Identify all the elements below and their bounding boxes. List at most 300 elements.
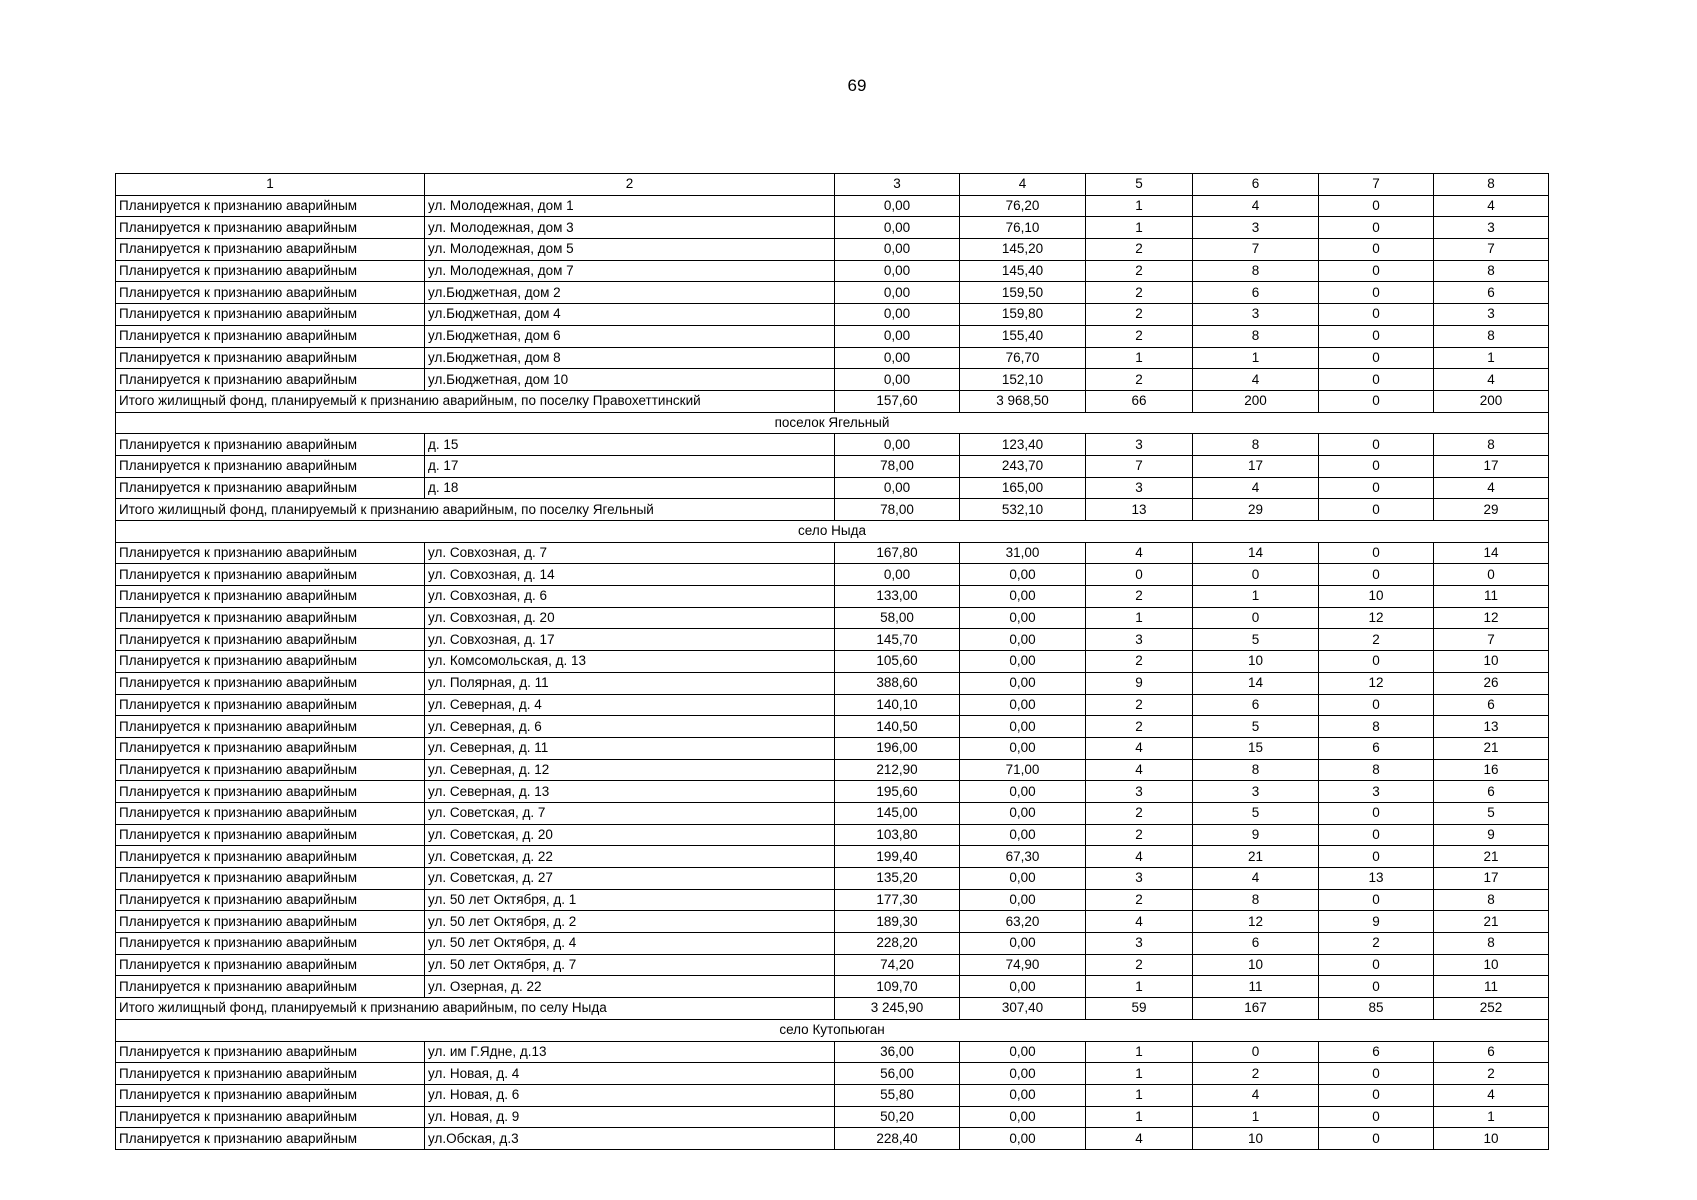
value-cell: 177,30 <box>835 889 960 911</box>
column-header: 6 <box>1193 174 1319 196</box>
value-cell: 0 <box>1193 564 1319 586</box>
value-cell: 152,10 <box>960 369 1086 391</box>
table-body <box>116 195 1549 1149</box>
value-cell: 0 <box>1319 282 1434 304</box>
value-cell: 11 <box>1434 586 1549 608</box>
value-cell: 123,40 <box>960 434 1086 456</box>
section-title: село Ныда <box>116 521 1549 543</box>
value-cell: 0,00 <box>960 586 1086 608</box>
table-row <box>116 954 1549 976</box>
value-cell: 0 <box>1319 802 1434 824</box>
value-cell: 165,00 <box>960 477 1086 499</box>
section-header-row <box>116 412 1549 434</box>
table-row <box>116 477 1549 499</box>
column-header: 1 <box>116 174 425 196</box>
value-cell: 196,00 <box>835 737 960 759</box>
table-row <box>116 629 1549 651</box>
value-cell: 2 <box>1086 954 1193 976</box>
section-header-row <box>116 521 1549 543</box>
table-row <box>116 217 1549 239</box>
address-cell: ул. Полярная, д. 11 <box>425 672 835 694</box>
status-cell: Планируется к признанию аварийным <box>116 629 425 651</box>
value-cell: 228,20 <box>835 933 960 955</box>
table-row <box>116 325 1549 347</box>
table-row <box>116 868 1549 890</box>
total-label: Итого жилищный фонд, планируемый к признанию аварийным, по селу Ныда <box>116 998 835 1020</box>
value-cell: 2 <box>1086 694 1193 716</box>
value-cell: 12 <box>1319 607 1434 629</box>
value-cell: 6 <box>1434 1041 1549 1063</box>
table-row <box>116 889 1549 911</box>
value-cell: 167 <box>1193 998 1319 1020</box>
value-cell: 0 <box>1319 976 1434 998</box>
value-cell: 7 <box>1086 455 1193 477</box>
status-cell: Планируется к признанию аварийным <box>116 716 425 738</box>
value-cell: 2 <box>1086 716 1193 738</box>
value-cell: 388,60 <box>835 672 960 694</box>
address-cell: ул. 50 лет Октября, д. 1 <box>425 889 835 911</box>
table-row <box>116 564 1549 586</box>
value-cell: 2 <box>1086 369 1193 391</box>
value-cell: 21 <box>1434 846 1549 868</box>
table-row <box>116 542 1549 564</box>
value-cell: 26 <box>1434 672 1549 694</box>
value-cell: 0 <box>1319 824 1434 846</box>
address-cell: ул. Комсомольская, д. 13 <box>425 651 835 673</box>
value-cell: 59 <box>1086 998 1193 1020</box>
value-cell: 3 <box>1086 629 1193 651</box>
value-cell: 0 <box>1319 390 1434 412</box>
value-cell: 6 <box>1319 1041 1434 1063</box>
address-cell: ул. Новая, д. 4 <box>425 1063 835 1085</box>
value-cell: 0 <box>1319 1063 1434 1085</box>
value-cell: 2 <box>1086 325 1193 347</box>
value-cell: 2 <box>1434 1063 1549 1085</box>
address-cell: ул.Бюджетная, дом 2 <box>425 282 835 304</box>
value-cell: 1 <box>1086 217 1193 239</box>
column-header: 5 <box>1086 174 1193 196</box>
status-cell: Планируется к признанию аварийным <box>116 195 425 217</box>
value-cell: 0 <box>1319 889 1434 911</box>
address-cell: ул. Совхозная, д. 17 <box>425 629 835 651</box>
address-cell: ул. 50 лет Октября, д. 7 <box>425 954 835 976</box>
value-cell: 0,00 <box>835 282 960 304</box>
table-row <box>116 607 1549 629</box>
value-cell: 0,00 <box>960 607 1086 629</box>
value-cell: 14 <box>1434 542 1549 564</box>
value-cell: 21 <box>1193 846 1319 868</box>
status-cell: Планируется к признанию аварийным <box>116 824 425 846</box>
value-cell: 3 <box>1086 477 1193 499</box>
value-cell: 6 <box>1193 694 1319 716</box>
value-cell: 0 <box>1319 564 1434 586</box>
value-cell: 0,00 <box>835 195 960 217</box>
value-cell: 0 <box>1319 325 1434 347</box>
status-cell: Планируется к признанию аварийным <box>116 239 425 261</box>
table-row <box>116 976 1549 998</box>
value-cell: 1 <box>1086 1106 1193 1128</box>
value-cell: 2 <box>1086 802 1193 824</box>
address-cell: ул. Советская, д. 7 <box>425 802 835 824</box>
value-cell: 1 <box>1193 586 1319 608</box>
value-cell: 10 <box>1434 954 1549 976</box>
value-cell: 1 <box>1434 347 1549 369</box>
value-cell: 8 <box>1193 889 1319 911</box>
value-cell: 55,80 <box>835 1084 960 1106</box>
table-row <box>116 824 1549 846</box>
value-cell: 8 <box>1319 716 1434 738</box>
table-row <box>116 1128 1549 1150</box>
section-title: поселок Ягельный <box>116 412 1549 434</box>
value-cell: 9 <box>1434 824 1549 846</box>
value-cell: 7 <box>1434 629 1549 651</box>
table-row <box>116 282 1549 304</box>
value-cell: 10 <box>1319 586 1434 608</box>
status-cell: Планируется к признанию аварийным <box>116 1128 425 1150</box>
address-cell: ул. им Г.Ядне, д.13 <box>425 1041 835 1063</box>
value-cell: 4 <box>1434 369 1549 391</box>
value-cell: 4 <box>1086 759 1193 781</box>
value-cell: 0 <box>1086 564 1193 586</box>
status-cell: Планируется к признанию аварийным <box>116 976 425 998</box>
value-cell: 17 <box>1193 455 1319 477</box>
value-cell: 11 <box>1434 976 1549 998</box>
table-row <box>116 239 1549 261</box>
value-cell: 0 <box>1319 260 1434 282</box>
status-cell: Планируется к признанию аварийным <box>116 911 425 933</box>
value-cell: 5 <box>1193 716 1319 738</box>
value-cell: 71,00 <box>960 759 1086 781</box>
value-cell: 199,40 <box>835 846 960 868</box>
value-cell: 307,40 <box>960 998 1086 1020</box>
column-header: 3 <box>835 174 960 196</box>
value-cell: 0,00 <box>960 802 1086 824</box>
value-cell: 13 <box>1319 868 1434 890</box>
status-cell: Планируется к признанию аварийным <box>116 434 425 456</box>
value-cell: 78,00 <box>835 499 960 521</box>
status-cell: Планируется к признанию аварийным <box>116 933 425 955</box>
value-cell: 14 <box>1193 542 1319 564</box>
value-cell: 56,00 <box>835 1063 960 1085</box>
value-cell: 10 <box>1434 651 1549 673</box>
value-cell: 0 <box>1319 846 1434 868</box>
value-cell: 0,00 <box>960 629 1086 651</box>
value-cell: 212,90 <box>835 759 960 781</box>
value-cell: 17 <box>1434 868 1549 890</box>
address-cell: ул. Новая, д. 9 <box>425 1106 835 1128</box>
table-row <box>116 846 1549 868</box>
value-cell: 10 <box>1193 1128 1319 1150</box>
table-row <box>116 911 1549 933</box>
value-cell: 29 <box>1193 499 1319 521</box>
table-row <box>116 651 1549 673</box>
table-row <box>116 1084 1549 1106</box>
value-cell: 0,00 <box>960 868 1086 890</box>
value-cell: 8 <box>1434 325 1549 347</box>
value-cell: 5 <box>1193 629 1319 651</box>
value-cell: 0,00 <box>960 976 1086 998</box>
value-cell: 5 <box>1434 802 1549 824</box>
value-cell: 4 <box>1086 911 1193 933</box>
value-cell: 3 <box>1193 781 1319 803</box>
value-cell: 3 <box>1319 781 1434 803</box>
value-cell: 10 <box>1434 1128 1549 1150</box>
status-cell: Планируется к признанию аварийным <box>116 781 425 803</box>
address-cell: ул.Бюджетная, дом 6 <box>425 325 835 347</box>
total-label: Итого жилищный фонд, планируемый к признанию аварийным, по поселку Правохеттинский <box>116 390 835 412</box>
table-row <box>116 802 1549 824</box>
value-cell: 8 <box>1434 260 1549 282</box>
status-cell: Планируется к признанию аварийным <box>116 455 425 477</box>
status-cell: Планируется к признанию аварийным <box>116 694 425 716</box>
value-cell: 0,00 <box>960 889 1086 911</box>
value-cell: 0,00 <box>960 1128 1086 1150</box>
status-cell: Планируется к признанию аварийным <box>116 1063 425 1085</box>
value-cell: 85 <box>1319 998 1434 1020</box>
value-cell: 0 <box>1319 1106 1434 1128</box>
value-cell: 14 <box>1193 672 1319 694</box>
status-cell: Планируется к признанию аварийным <box>116 325 425 347</box>
value-cell: 0,00 <box>835 217 960 239</box>
table-row <box>116 737 1549 759</box>
value-cell: 58,00 <box>835 607 960 629</box>
value-cell: 159,50 <box>960 282 1086 304</box>
value-cell: 10 <box>1193 651 1319 673</box>
value-cell: 0 <box>1193 1041 1319 1063</box>
value-cell: 0 <box>1319 542 1434 564</box>
column-number-row <box>116 174 1549 196</box>
value-cell: 6 <box>1319 737 1434 759</box>
value-cell: 0 <box>1319 651 1434 673</box>
value-cell: 145,70 <box>835 629 960 651</box>
table-row <box>116 1063 1549 1085</box>
value-cell: 3 <box>1434 217 1549 239</box>
value-cell: 0 <box>1319 954 1434 976</box>
value-cell: 0,00 <box>960 716 1086 738</box>
value-cell: 2 <box>1086 239 1193 261</box>
total-label: Итого жилищный фонд, планируемый к признанию аварийным, по поселку Ягельный <box>116 499 835 521</box>
value-cell: 2 <box>1086 586 1193 608</box>
address-cell: ул. Советская, д. 22 <box>425 846 835 868</box>
address-cell: ул.Бюджетная, дом 8 <box>425 347 835 369</box>
address-cell: ул. Озерная, д. 22 <box>425 976 835 998</box>
status-cell: Планируется к признанию аварийным <box>116 737 425 759</box>
value-cell: 157,60 <box>835 390 960 412</box>
value-cell: 145,00 <box>835 802 960 824</box>
value-cell: 532,10 <box>960 499 1086 521</box>
value-cell: 2 <box>1086 824 1193 846</box>
value-cell: 10 <box>1193 954 1319 976</box>
status-cell: Планируется к признанию аварийным <box>116 846 425 868</box>
page-number: 69 <box>847 76 867 95</box>
status-cell: Планируется к признанию аварийным <box>116 304 425 326</box>
value-cell: 0,00 <box>960 672 1086 694</box>
value-cell: 7 <box>1434 239 1549 261</box>
value-cell: 9 <box>1086 672 1193 694</box>
value-cell: 0 <box>1319 369 1434 391</box>
value-cell: 21 <box>1434 737 1549 759</box>
value-cell: 12 <box>1434 607 1549 629</box>
table-row <box>116 694 1549 716</box>
value-cell: 4 <box>1086 1128 1193 1150</box>
value-cell: 4 <box>1434 1084 1549 1106</box>
status-cell: Планируется к признанию аварийным <box>116 217 425 239</box>
table-row <box>116 1106 1549 1128</box>
address-cell: д. 17 <box>425 455 835 477</box>
value-cell: 0,00 <box>835 347 960 369</box>
value-cell: 159,80 <box>960 304 1086 326</box>
value-cell: 0 <box>1319 477 1434 499</box>
status-cell: Планируется к признанию аварийным <box>116 1041 425 1063</box>
status-cell: Планируется к признанию аварийным <box>116 564 425 586</box>
table-row <box>116 304 1549 326</box>
value-cell: 29 <box>1434 499 1549 521</box>
value-cell: 4 <box>1086 846 1193 868</box>
value-cell: 8 <box>1193 325 1319 347</box>
value-cell: 0,00 <box>960 933 1086 955</box>
value-cell: 140,10 <box>835 694 960 716</box>
value-cell: 12 <box>1319 672 1434 694</box>
section-header-row <box>116 1019 1549 1041</box>
value-cell: 109,70 <box>835 976 960 998</box>
address-cell: ул. Советская, д. 20 <box>425 824 835 846</box>
value-cell: 3 <box>1434 304 1549 326</box>
value-cell: 3 <box>1086 781 1193 803</box>
value-cell: 67,30 <box>960 846 1086 868</box>
value-cell: 78,00 <box>835 455 960 477</box>
value-cell: 17 <box>1434 455 1549 477</box>
value-cell: 0 <box>1319 217 1434 239</box>
value-cell: 8 <box>1193 759 1319 781</box>
address-cell: ул. Молодежная, дом 1 <box>425 195 835 217</box>
value-cell: 2 <box>1193 1063 1319 1085</box>
value-cell: 1 <box>1193 347 1319 369</box>
value-cell: 7 <box>1193 239 1319 261</box>
value-cell: 3 968,50 <box>960 390 1086 412</box>
value-cell: 6 <box>1434 781 1549 803</box>
column-header: 2 <box>425 174 835 196</box>
address-cell: д. 18 <box>425 477 835 499</box>
value-cell: 76,70 <box>960 347 1086 369</box>
value-cell: 4 <box>1086 542 1193 564</box>
value-cell: 11 <box>1193 976 1319 998</box>
value-cell: 135,20 <box>835 868 960 890</box>
value-cell: 2 <box>1086 260 1193 282</box>
value-cell: 1 <box>1086 607 1193 629</box>
housing-fund-table <box>115 173 1549 1150</box>
address-cell: ул.Бюджетная, дом 4 <box>425 304 835 326</box>
value-cell: 0,00 <box>960 694 1086 716</box>
value-cell: 6 <box>1193 282 1319 304</box>
value-cell: 3 <box>1086 434 1193 456</box>
value-cell: 8 <box>1193 434 1319 456</box>
value-cell: 3 245,90 <box>835 998 960 1020</box>
status-cell: Планируется к признанию аварийным <box>116 889 425 911</box>
value-cell: 4 <box>1193 369 1319 391</box>
status-cell: Планируется к признанию аварийным <box>116 477 425 499</box>
value-cell: 228,40 <box>835 1128 960 1150</box>
value-cell: 0,00 <box>960 1041 1086 1063</box>
status-cell: Планируется к признанию аварийным <box>116 802 425 824</box>
value-cell: 1 <box>1434 1106 1549 1128</box>
value-cell: 0 <box>1319 499 1434 521</box>
address-cell: ул. Северная, д. 11 <box>425 737 835 759</box>
value-cell: 1 <box>1086 1041 1193 1063</box>
value-cell: 133,00 <box>835 586 960 608</box>
value-cell: 0,00 <box>960 737 1086 759</box>
value-cell: 189,30 <box>835 911 960 933</box>
value-cell: 74,20 <box>835 954 960 976</box>
value-cell: 4 <box>1193 195 1319 217</box>
value-cell: 31,00 <box>960 542 1086 564</box>
value-cell: 9 <box>1193 824 1319 846</box>
value-cell: 4 <box>1434 477 1549 499</box>
value-cell: 66 <box>1086 390 1193 412</box>
table-row <box>116 672 1549 694</box>
value-cell: 3 <box>1086 868 1193 890</box>
table-row <box>116 260 1549 282</box>
value-cell: 0,00 <box>835 369 960 391</box>
value-cell: 63,20 <box>960 911 1086 933</box>
value-cell: 195,60 <box>835 781 960 803</box>
table-row <box>116 586 1549 608</box>
value-cell: 0,00 <box>960 781 1086 803</box>
value-cell: 0,00 <box>960 1106 1086 1128</box>
value-cell: 0,00 <box>960 564 1086 586</box>
value-cell: 200 <box>1193 390 1319 412</box>
value-cell: 2 <box>1319 629 1434 651</box>
value-cell: 0 <box>1319 239 1434 261</box>
value-cell: 5 <box>1193 802 1319 824</box>
value-cell: 1 <box>1086 1063 1193 1085</box>
status-cell: Планируется к признанию аварийным <box>116 759 425 781</box>
value-cell: 4 <box>1193 868 1319 890</box>
status-cell: Планируется к признанию аварийным <box>116 672 425 694</box>
value-cell: 76,10 <box>960 217 1086 239</box>
value-cell: 0,00 <box>835 434 960 456</box>
table-row <box>116 716 1549 738</box>
value-cell: 16 <box>1434 759 1549 781</box>
value-cell: 140,50 <box>835 716 960 738</box>
section-title: село Кутопьюган <box>116 1019 1549 1041</box>
value-cell: 4 <box>1086 737 1193 759</box>
value-cell: 0,00 <box>960 824 1086 846</box>
status-cell: Планируется к признанию аварийным <box>116 347 425 369</box>
address-cell: д. 15 <box>425 434 835 456</box>
value-cell: 12 <box>1193 911 1319 933</box>
address-cell: ул. 50 лет Октября, д. 2 <box>425 911 835 933</box>
value-cell: 8 <box>1193 260 1319 282</box>
status-cell: Планируется к признанию аварийным <box>116 1084 425 1106</box>
value-cell: 76,20 <box>960 195 1086 217</box>
address-cell: ул.Обская, д.3 <box>425 1128 835 1150</box>
table-row <box>116 759 1549 781</box>
value-cell: 0,00 <box>835 239 960 261</box>
total-row <box>116 998 1549 1020</box>
value-cell: 0 <box>1319 1084 1434 1106</box>
value-cell: 0 <box>1434 564 1549 586</box>
value-cell: 0 <box>1319 694 1434 716</box>
total-row <box>116 390 1549 412</box>
value-cell: 8 <box>1319 759 1434 781</box>
value-cell: 200 <box>1434 390 1549 412</box>
address-cell: ул. Северная, д. 6 <box>425 716 835 738</box>
value-cell: 2 <box>1319 933 1434 955</box>
value-cell: 1 <box>1086 976 1193 998</box>
status-cell: Планируется к признанию аварийным <box>116 607 425 629</box>
column-header: 7 <box>1319 174 1434 196</box>
address-cell: ул.Бюджетная, дом 10 <box>425 369 835 391</box>
